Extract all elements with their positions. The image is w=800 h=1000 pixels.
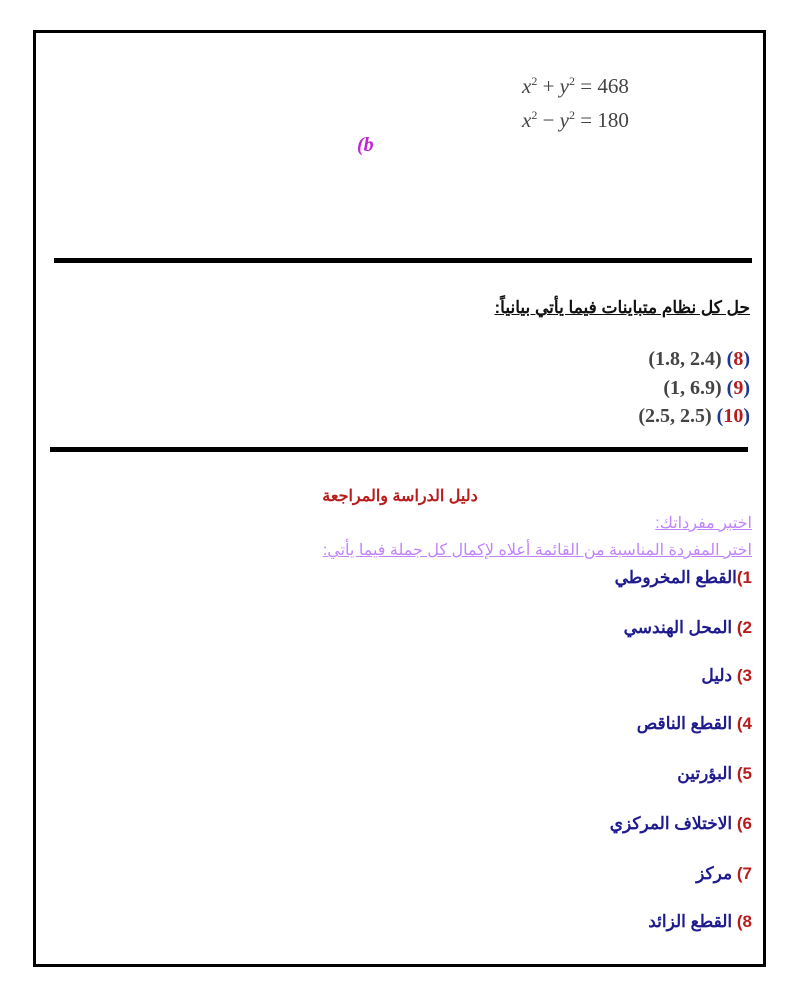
vocab-item: 3) دليل — [701, 666, 752, 685]
equation-1: $x^2 + y^2 = 468$ — [522, 74, 629, 98]
equation-2: $x^2 - y^2 = 180$ — [522, 108, 629, 132]
vocab-item: 5) البؤرتين — [677, 764, 752, 783]
divider — [54, 258, 752, 263]
vocab-item: 6) الاختلاف المركزي — [609, 814, 752, 833]
divider — [50, 447, 748, 452]
solution-row: (1.8, 2.4) (8) — [648, 348, 750, 370]
part-label: (b — [357, 134, 374, 156]
vocab-item: 2) المحل الهندسي — [623, 618, 752, 637]
instruction-choose: اختر المفردة المناسبة من القائمة أعلاه لإكمال كل جملة فيما يأتي: — [322, 542, 752, 559]
solution-row: (2.5, 2.5) (10) — [638, 405, 750, 427]
vocab-item: 8) القطع الزائد — [648, 912, 752, 931]
vocab-item: 1)القطع المخروطي — [614, 568, 752, 587]
vocab-item: 4) القطع الناقص — [636, 714, 752, 733]
instruction-vocab: اختبر مفرداتك: — [655, 515, 752, 532]
vocab-item: 7) مركز — [696, 864, 752, 883]
study-guide-title: دليل الدراسة والمراجعة — [322, 488, 478, 505]
section-heading: حل كل نظام متباينات فيما يأتي بيانياً: — [494, 298, 750, 317]
solution-row: (1, 6.9) (9) — [663, 377, 750, 399]
